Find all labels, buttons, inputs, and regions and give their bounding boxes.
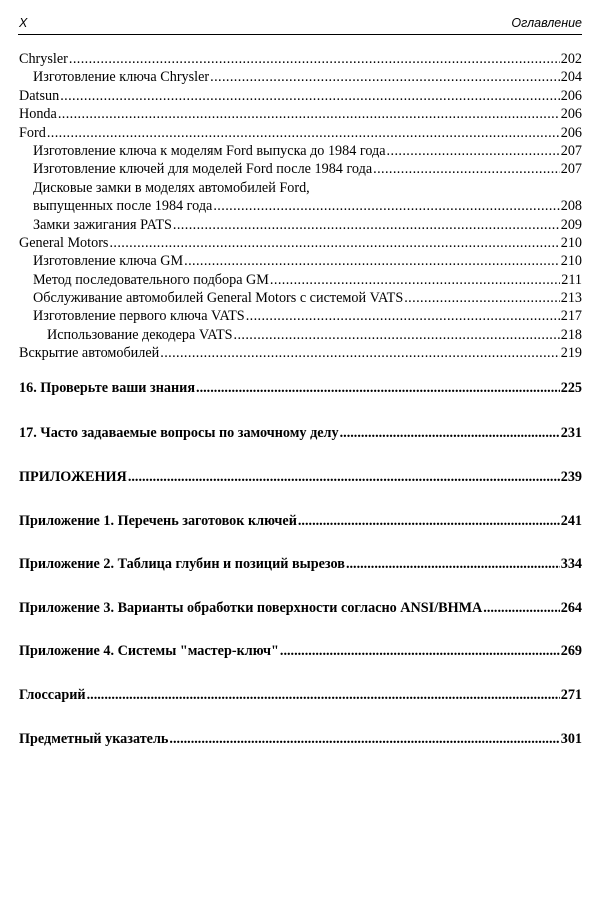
toc-entry-title: Datsun — [19, 87, 60, 104]
toc-entry-page: 219 — [560, 345, 582, 362]
dot-leader — [280, 643, 560, 660]
toc-entry-page: 271 — [560, 687, 582, 703]
toc-entry-page: 202 — [560, 51, 582, 67]
toc-entry-page: 218 — [560, 326, 582, 343]
section-title: Оглавление — [511, 16, 582, 30]
toc-entry-title: Вскрытие автомобилей — [19, 345, 160, 362]
toc-entry-title: Глоссарий — [19, 687, 86, 703]
toc-entry-title: Дисковые замки в моделях автомобилей Ford, — [33, 179, 310, 196]
dot-leader — [404, 289, 559, 307]
toc-entry-datsun[interactable] — [19, 87, 582, 105]
toc-appendix-1[interactable] — [19, 513, 582, 530]
toc-entry-page: 301 — [560, 731, 582, 747]
dot-leader — [173, 216, 560, 234]
toc-entry-page: 334 — [560, 556, 582, 572]
toc-entry-ford-pre-1984[interactable] — [19, 142, 582, 160]
toc-entry-gm-key[interactable] — [19, 252, 582, 270]
toc-entry-title: Замки зажигания PATS — [33, 216, 172, 233]
toc-entry-title: выпущенных после 1984 года — [33, 198, 213, 215]
toc-entry-title: 17. Часто задаваемые вопросы по замочному делу — [19, 425, 339, 441]
toc-entry-title: Honda — [19, 106, 57, 123]
toc-entry-honda[interactable] — [19, 105, 582, 123]
toc-entry-title: Изготовление ключа GM — [33, 253, 184, 270]
toc-subject-index[interactable] — [19, 731, 582, 748]
toc-entry-page: 213 — [560, 290, 582, 307]
dot-leader — [210, 68, 560, 86]
dot-leader — [58, 105, 560, 123]
toc-entry-vats-first-key[interactable] — [19, 307, 582, 325]
dot-leader — [213, 197, 559, 215]
toc-entry-page: 207 — [560, 161, 582, 178]
toc-entry-title: Изготовление ключей для моделей Ford после 1984 года — [33, 161, 373, 178]
dot-leader — [246, 307, 560, 325]
toc-chapter-17[interactable] — [19, 425, 582, 442]
toc-entry-page: 239 — [560, 469, 582, 485]
dot-leader — [234, 326, 560, 344]
dot-leader — [69, 50, 560, 68]
toc-entry-title: 16. Проверьте ваши знания — [19, 380, 196, 396]
toc-entry-title: Изготовление ключа Chrysler — [33, 69, 210, 86]
toc-entry-page: 264 — [560, 600, 582, 616]
page-number: X — [19, 16, 28, 30]
dot-leader — [60, 87, 560, 105]
toc-entry-car-opening[interactable] — [19, 344, 582, 362]
toc-entry-title: Изготовление ключа к моделям Ford выпуска до 1984 года — [33, 142, 386, 159]
toc-appendices[interactable] — [19, 469, 582, 486]
toc-entry-general-motors[interactable] — [19, 234, 582, 252]
toc-entry-gm-vats-service[interactable] — [19, 289, 582, 307]
toc-entry-page: 210 — [560, 234, 582, 251]
toc-entry-ford[interactable] — [19, 124, 582, 142]
toc-entry-title: Изготовление первого ключа VATS — [33, 308, 245, 325]
toc-entry-title: Приложение 1. Перечень заготовок ключей — [19, 513, 297, 529]
toc-entry-ford-disc-locks-line2[interactable] — [19, 197, 582, 215]
toc-entry-page: 211 — [561, 271, 582, 288]
toc-entry-ford-post-1984[interactable] — [19, 160, 582, 178]
toc-entry-ford-disc-locks-line1[interactable] — [19, 179, 582, 197]
dot-leader — [346, 556, 560, 573]
dot-leader — [87, 687, 560, 704]
dot-leader — [169, 731, 559, 748]
toc-entry-title: Приложение 3. Варианты обработки поверхности согласно ANSI/BHMA — [19, 600, 483, 616]
toc-entry-page: 206 — [560, 106, 582, 123]
toc-entry-chrysler[interactable] — [19, 50, 582, 68]
dot-leader — [340, 425, 560, 442]
toc-entry-page: 209 — [560, 216, 582, 233]
toc-appendix-2[interactable] — [19, 556, 582, 573]
toc-entry-page: 225 — [560, 380, 582, 396]
toc-entry-title: Метод последовательного подбора GM — [33, 271, 269, 288]
dot-leader — [373, 160, 560, 178]
dot-leader — [160, 344, 559, 362]
toc-entry-title: Приложение 4. Системы "мастер-ключ" — [19, 643, 279, 659]
toc-entry-title: Chrysler — [19, 51, 68, 67]
toc-entry-title: Обслуживание автомобилей General Motors с системой VATS — [33, 290, 404, 307]
toc-entry-page: 207 — [560, 142, 582, 159]
toc-entry-title: Ford — [19, 124, 46, 141]
toc-entry-page: 210 — [560, 253, 582, 270]
toc-chapter-16[interactable] — [19, 380, 582, 397]
toc-appendix-4[interactable] — [19, 643, 582, 660]
toc-entry-page: 204 — [560, 69, 582, 86]
toc-entry-title: ПРИЛОЖЕНИЯ — [19, 469, 127, 485]
toc-entry-chrysler-key[interactable] — [19, 68, 582, 86]
toc-entry-pats[interactable] — [19, 216, 582, 234]
dot-leader — [483, 600, 559, 617]
toc-entry-title: Приложение 2. Таблица глубин и позиций вырезов — [19, 556, 345, 572]
dot-leader — [387, 142, 560, 160]
running-header — [18, 14, 582, 35]
toc-entry-vats-decoder[interactable] — [19, 326, 582, 344]
toc-entry-page: 269 — [560, 643, 582, 659]
toc-entry-page: 217 — [560, 308, 582, 325]
toc-appendix-3[interactable] — [19, 600, 582, 617]
dot-leader — [270, 271, 560, 289]
toc-entry-page: 231 — [560, 425, 582, 441]
toc-entry-title: Предметный указатель — [19, 731, 169, 747]
toc-glossary[interactable] — [19, 687, 582, 704]
toc-entry-title: Использование декодера VATS — [47, 326, 233, 343]
dot-leader — [184, 252, 560, 270]
toc-entry-title: General Motors — [19, 234, 109, 251]
dot-leader — [128, 469, 560, 486]
dot-leader — [47, 124, 560, 142]
toc-entry-page: 206 — [560, 124, 582, 141]
toc-entry-page: 208 — [560, 198, 582, 215]
toc-entry-page: 206 — [560, 87, 582, 104]
dot-leader — [298, 513, 560, 530]
dot-leader — [109, 234, 559, 252]
table-of-contents — [19, 50, 582, 363]
toc-entry-gm-sequential[interactable] — [19, 271, 582, 289]
dot-leader — [196, 380, 560, 397]
toc-entry-page: 241 — [560, 513, 582, 529]
